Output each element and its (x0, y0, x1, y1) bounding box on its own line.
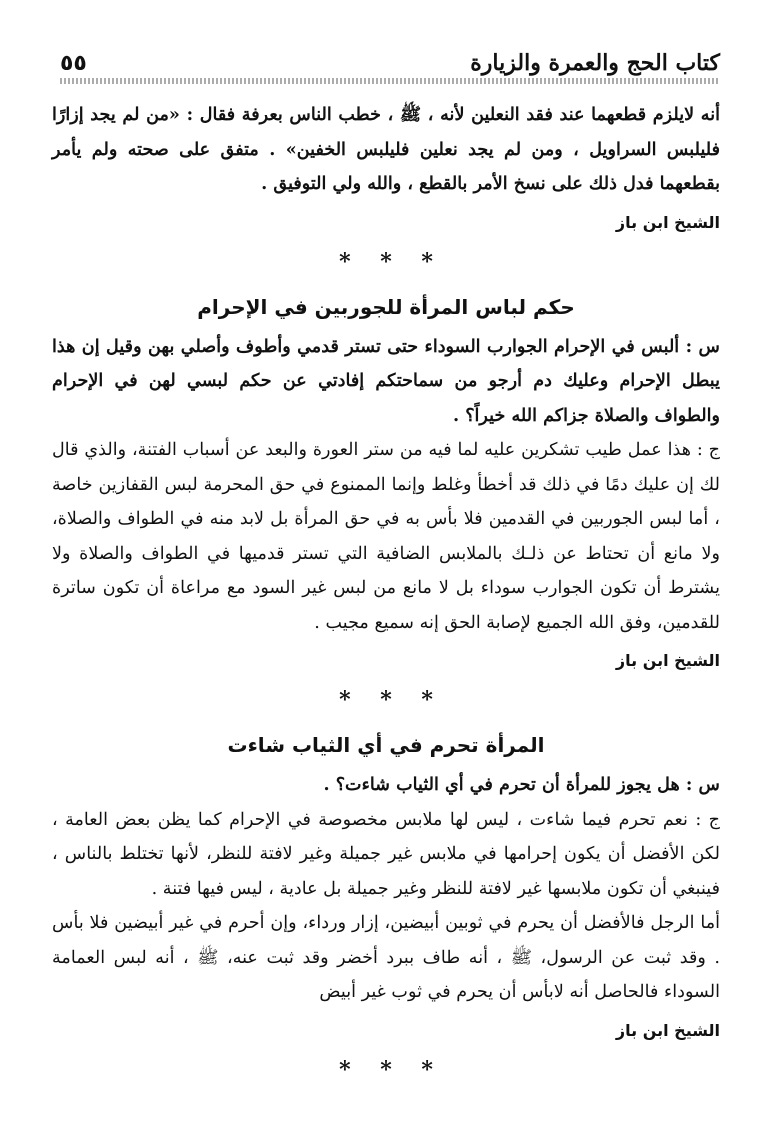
book-title: كتاب الحج والعمرة والزيارة (470, 50, 720, 76)
separator: * * * (339, 687, 433, 713)
answer: ج : هذا عمل طيب تشكرين عليه لما فيه من ستر العورة والبعد عن أسباب الفتنة، والذي قال لك إن عليك دمًا في ذلك قد أخطأ وغلط وإنما الممنوع في حق المحرمة لبس القفازين خاصة ، أما لبس الجوربين في القدمين فلا بأس به في حق المرأة بل لابد منه في الطواف والصلاة، ولا مانع أن تحتاط عن ذلـك بالملابس الضافية التي تستر قدميها في الطواف والصلاة ولا يشترط أن تكون الجوارب سوداء بل لا مانع من لبس غير السود مع مراعاة أن تكون ساترة للقدمين، وفق الله الجميع لإصابة الحق إنه سميع مجيب . (52, 440, 720, 633)
section-title: المرأة تحرم في أي الثياب شاءت (227, 733, 545, 757)
continued-paragraph: أنه لايلزم قطعهما عند فقد النعلين لأنه ، ﷺ ، خطب الناس بعرفة فقال : «من لم يجد إزارًا فليلبس السراويل ، ومن لم يجد نعلين فليلبس الخفين» . متفق على صحته ولم يأمر بقطعهما فدل ذلك على نسخ الأمر بالقطع ، والله ولي التوفيق . (52, 104, 720, 194)
question: س : هل يجوز للمرأة أن تحرم في أي الثياب شاءت؟ . (323, 774, 720, 795)
page-header (60, 40, 720, 76)
answer: ج : نعم تحرم فيما شاءت ، ليس لها ملابس مخصوصة في الإحرام كما يظن بعض العامة ، لكن الأفضل أن يكون إحرامها في ملابس غير جميلة وغير لافتة للنظر، لأنها تختلط بالناس ، فينبغي أن تكون ملابسها غير لافتة للنظر وغير جميلة بل عادية ، ليس فيها فتنة . (52, 809, 720, 899)
separator: * * * (339, 248, 433, 275)
header-divider (60, 78, 720, 84)
separator: * * * (339, 1056, 433, 1083)
signature: الشيخ ابن باز (615, 651, 720, 670)
page-number: ٥٥ (60, 51, 87, 76)
section-title: حكم لباس المرأة للجوربين في الإحرام (197, 294, 575, 319)
answer-continued: أما الرجل فالأفضل أن يحرم في ثوبين أبيضين، إزار ورداء، وإن أحرم في غير أبيضين فلا بأس . وقد ثبت عن الرسول، ﷺ ، أنه طاف ببرد أخضر وقد ثبت عنه، ﷺ ، أنه لبس العمامة السوداء فالحاصل أنه لابأس أن يحرم في ثوب غير أبيض (52, 913, 720, 1002)
question: س : ألبس في الإحرام الجوارب السوداء حتى تستر قدمي وأطوف وأصلي بهن وقيل إن هذا يبطل الإحرام وعليك دم أرجو من سماحتكم إفادتي عن حكم لبسي لهن في الإحرام والطواف والصلاة جزاكم الله خيراً؟ . (52, 335, 720, 426)
page-content (52, 98, 720, 1092)
signature: الشيخ ابن باز (615, 1020, 720, 1040)
signature: الشيخ ابن باز (615, 212, 720, 232)
